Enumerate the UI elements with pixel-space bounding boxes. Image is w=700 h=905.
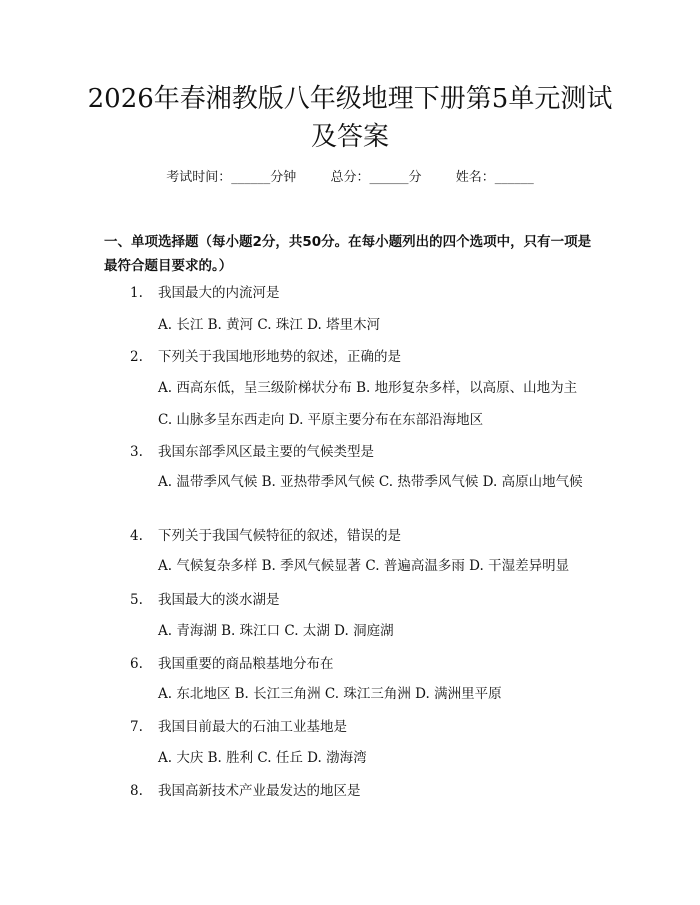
question-1 [130,283,280,303]
question-8 [130,781,361,801]
question-7-options: A. 大庆 B. 胜利 C. 任丘 D. 渤海湾 [158,750,367,766]
question-number: 3. [130,444,143,460]
section-heading: 一、单项选择题（每小题2分，共50分。在每小题列出的四个选项中，只有一项是最符合题目要求的。） [104,234,592,274]
student-name-label: 姓名：______ [455,170,534,185]
question-2 [130,347,401,367]
question-text: 我国重要的商品粮基地分布在 [158,656,334,672]
question-7 [130,717,347,737]
question-4-options: A. 气候复杂多样 B. 季风气候显著 C. 普遍高温多雨 D. 干湿差异明显 [158,558,570,574]
question-text: 我国东部季风区最主要的气候类型是 [158,444,374,460]
question-text: 我国目前最大的石油工业基地是 [158,719,347,735]
question-text: 我国最大的淡水湖是 [158,592,280,608]
question-number: 2. [130,349,143,365]
question-number: 1. [130,285,143,301]
question-5 [130,590,280,610]
question-number: 4. [130,528,143,544]
question-number: 6. [130,656,143,672]
question-2-options-line-2: C. 山脉多呈东西走向 D. 平原主要分布在东部沿海地区 [158,412,484,428]
exam-time-label: 考试时间：______分钟 [166,170,297,185]
question-6 [130,654,334,674]
question-1-options: A. 长江 B. 黄河 C. 珠江 D. 塔里木河 [158,317,381,333]
total-score-label: 总分：______分 [330,170,422,185]
question-text: 我国最大的内流河是 [158,285,280,301]
question-number: 8. [130,783,143,799]
document-title: 2026年春湘教版八年级地理下册第5单元测试及答案 [87,84,613,152]
question-number: 7. [130,719,143,735]
question-5-options: A. 青海湖 B. 珠江口 C. 太湖 D. 洞庭湖 [158,623,394,639]
question-number: 5. [130,592,143,608]
question-text: 下列关于我国地形地势的叙述，正确的是 [158,349,401,365]
exam-info [0,168,700,188]
question-text: 我国高新技术产业最发达的地区是 [158,783,361,799]
question-text: 下列关于我国气候特征的叙述，错误的是 [158,528,401,544]
question-3-options: A. 温带季风气候 B. 亚热带季风气候 C. 热带季风气候 D. 高原山地气候 [158,474,583,490]
question-6-options: A. 东北地区 B. 长江三角洲 C. 珠江三角洲 D. 满洲里平原 [158,686,502,702]
question-2-options-line-1: A. 西高东低，呈三级阶梯状分布 B. 地形复杂多样，以高原、山地为主 [158,380,578,396]
question-3 [130,442,374,462]
question-4 [130,526,401,546]
